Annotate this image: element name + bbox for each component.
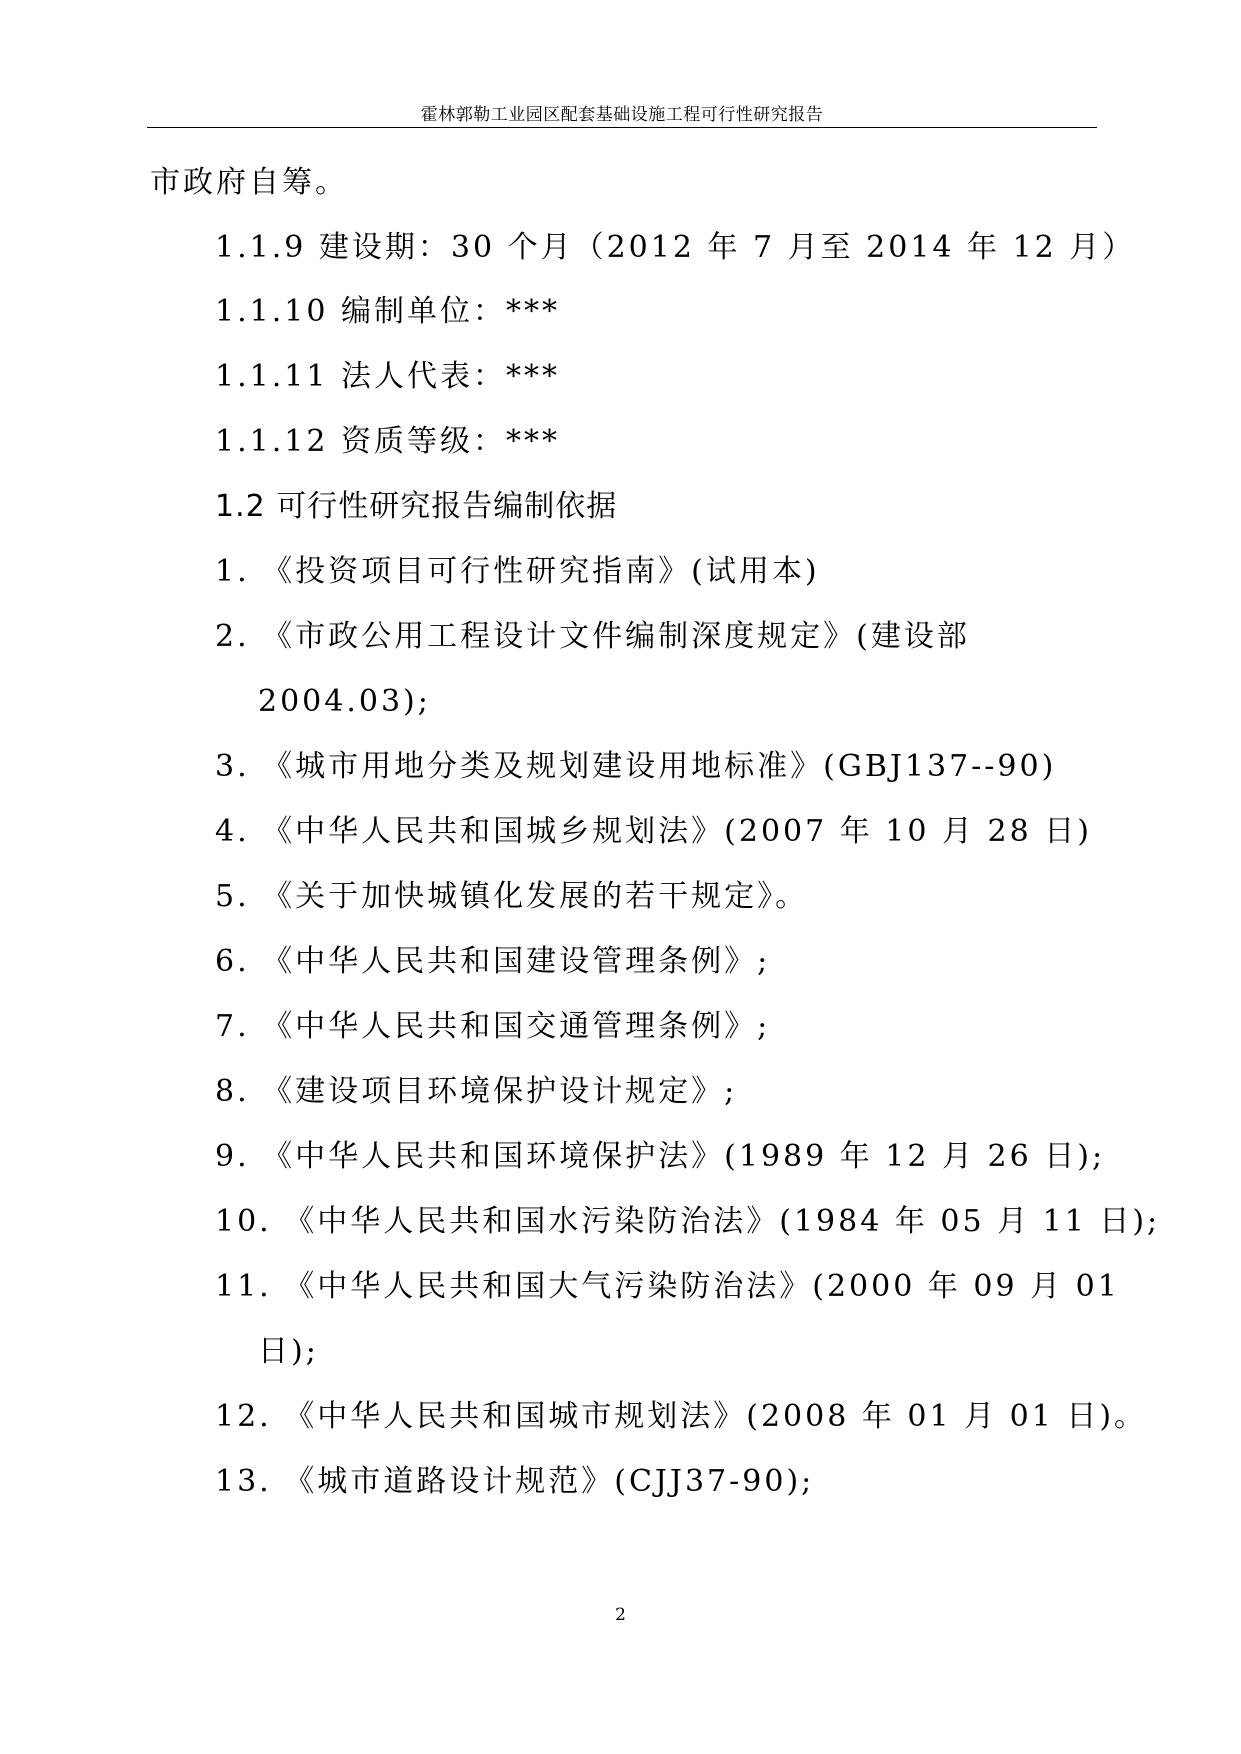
basis-item: 2. 《市政公用工程设计文件编制深度规定》(建设部 xyxy=(215,619,970,654)
basis-item-continuation: 日); xyxy=(258,1334,319,1369)
page-number: 2 xyxy=(615,1605,626,1625)
basis-item: 4. 《中华人民共和国城乡规划法》(2007 年 10 月 28 日) xyxy=(215,814,1092,849)
header-divider xyxy=(147,127,1097,128)
basis-item: 10. 《中华人民共和国水污染防治法》(1984 年 05 月 11 日); xyxy=(215,1204,1161,1239)
item-construction-period: 1.1.9 建设期：30 个月（2012 年 7 月至 2014 年 12 月） xyxy=(215,230,1136,265)
basis-item: 13. 《城市道路设计规范》(CJJ37-90); xyxy=(215,1464,815,1499)
basis-item: 1. 《投资项目可行性研究指南》(试用本) xyxy=(215,554,820,589)
basis-item: 11. 《中华人民共和国大气污染防治法》(2000 年 09 月 01 xyxy=(215,1269,1120,1304)
continuation-text: 市政府自筹。 xyxy=(150,165,348,200)
item-legal-representative: 1.1.11 法人代表：*** xyxy=(215,359,560,394)
item-qualification-grade: 1.1.12 资质等级：*** xyxy=(215,424,560,459)
basis-item: 8. 《建设项目环境保护设计规定》; xyxy=(215,1074,738,1109)
item-compiling-unit: 1.1.10 编制单位：*** xyxy=(215,294,560,329)
basis-item: 7. 《中华人民共和国交通管理条例》; xyxy=(215,1009,771,1044)
basis-item-continuation: 2004.03); xyxy=(258,684,431,719)
section-heading: 1.2 可行性研究报告编制依据 xyxy=(215,489,618,524)
basis-item: 12. 《中华人民共和国城市规划法》(2008 年 01 月 01 日)。 xyxy=(215,1399,1148,1434)
basis-item: 3. 《城市用地分类及规划建设用地标准》(GBJ137--90) xyxy=(215,749,1057,784)
page-header-title: 霍林郭勒工业园区配套基础设施工程可行性研究报告 xyxy=(420,105,824,125)
basis-item: 5. 《关于加快城镇化发展的若干规定》。 xyxy=(215,879,809,914)
basis-item: 6. 《中华人民共和国建设管理条例》; xyxy=(215,944,771,979)
basis-item: 9. 《中华人民共和国环境保护法》(1989 年 12 月 26 日); xyxy=(215,1139,1106,1174)
